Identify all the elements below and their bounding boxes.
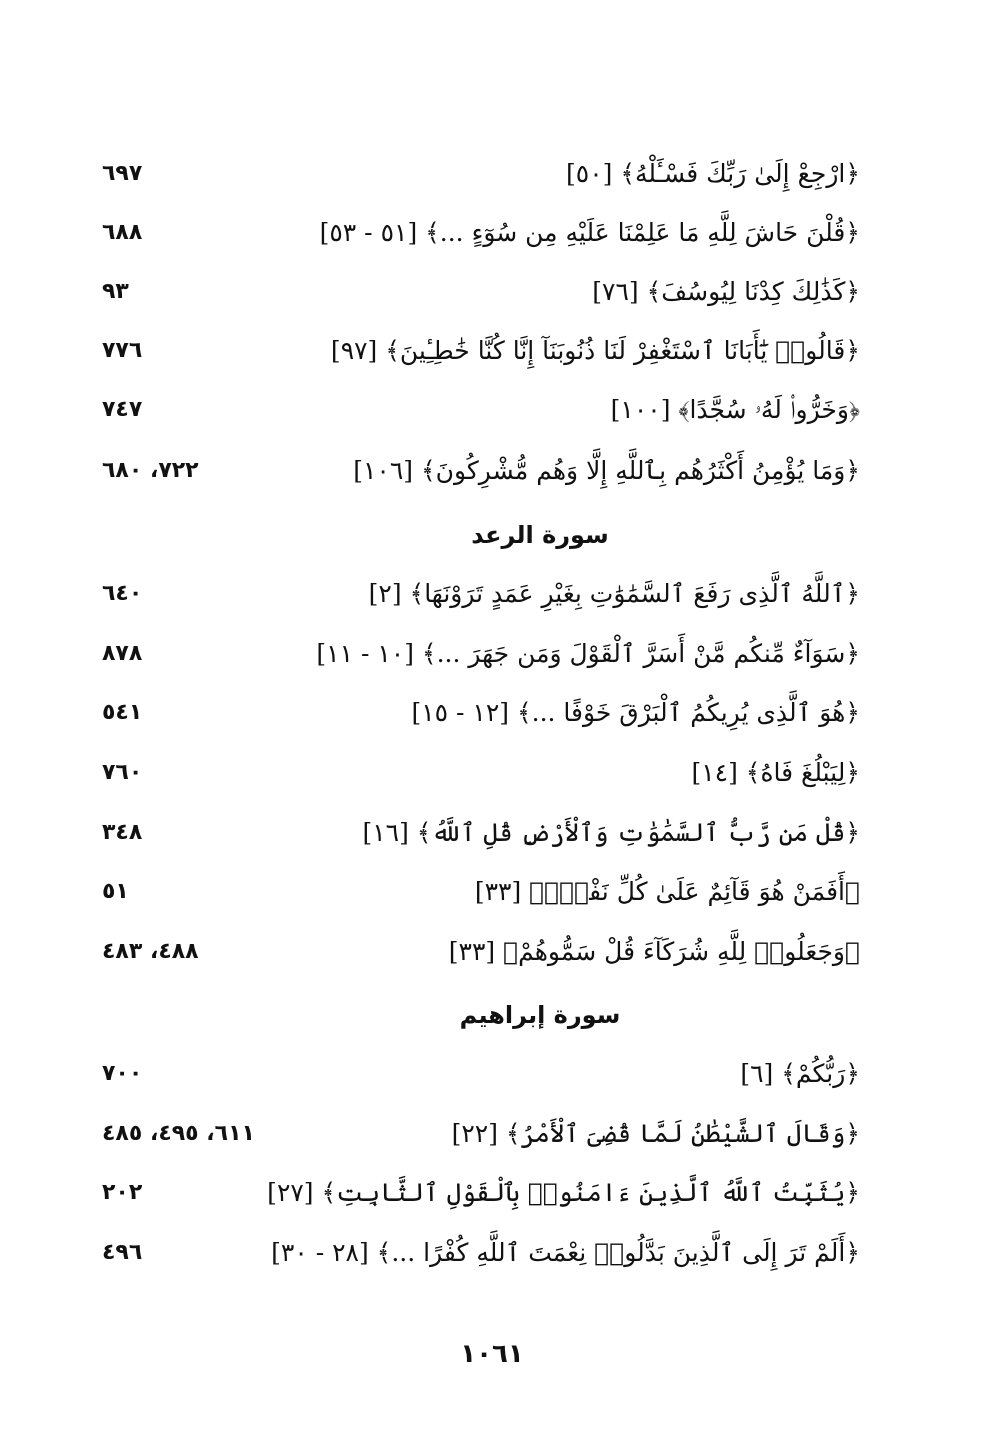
page-references: ٧٦٠ — [102, 760, 143, 785]
page-references: ٦٤٠ — [102, 581, 143, 606]
verse-reference: ﴿رَبُّكُمْ﴾ [٦] — [740, 1059, 860, 1088]
page-references: ٧٠٠ — [102, 1061, 143, 1086]
page-references: ٨٧٨ — [102, 641, 143, 666]
verse-reference: ﴿وَقَالَ ٱلشَّيْطَٰنُ لَمَّا قُضِىَ ٱلْأَمْرُ﴾ [٢٢] — [451, 1119, 860, 1148]
page-references: ٤٩٦ — [102, 1240, 143, 1265]
page-references: ٧٧٦ — [102, 338, 143, 363]
index-entry — [90, 932, 860, 976]
verse-reference: ﴿وَخَرُّوا۟ لَهُۥ سُجَّدًا﴾ [١٠٠] — [610, 395, 860, 424]
page-references: ٩٣ — [102, 279, 129, 304]
page-references: ٣٤٨ — [102, 820, 143, 845]
index-entry — [90, 574, 860, 618]
verse-reference: ﴿يُثَبِّتُ ٱللَّهُ ٱلَّذِينَ ءَامَنُوا۟ بِٱلْقَوْلِ ٱلثَّابِتِ﴾ [٢٧] — [267, 1178, 860, 1207]
index-entry — [90, 272, 860, 316]
page-references: ٦٨٨ — [102, 220, 143, 245]
verse-reference: ﴿أَلَمْ تَرَ إِلَى ٱلَّذِينَ بَدَّلُوا۟ نِعْمَتَ ٱللَّهِ كُفْرًا ...﴾ [٢٨ - ٣٠] — [271, 1238, 860, 1267]
index-entry — [90, 213, 860, 257]
index-entry — [90, 1054, 860, 1098]
verse-reference: ﴿وَجَعَلُوا۟ لِلَّهِ شُرَكَآءَ قُلْ سَمُّوهُمْ﴾ [٣٣] — [448, 937, 860, 966]
verse-reference: ﴿هُوَ ٱلَّذِى يُرِيكُمُ ٱلْبَرْقَ خَوْفًا ...﴾ [١٢ - ١٥] — [411, 698, 860, 727]
index-entry — [90, 154, 860, 198]
index-entry — [90, 390, 860, 434]
page-references: ٤٨٨، ٤٨٣ — [102, 939, 199, 964]
index-entry — [90, 872, 860, 916]
index-entry — [90, 813, 860, 857]
verse-reference: ﴿قُلْنَ حَاشَ لِلَّهِ مَا عَلِمْنَا عَلَيْهِ مِن سُوٓءٍ ...﴾ [٥١ - ٥٣] — [319, 218, 860, 247]
surah-heading: سورة الرعد — [471, 521, 609, 549]
surah-heading: سورة إبراهيم — [459, 1001, 621, 1029]
verse-reference: ﴿قَالُوا۟ يَٰٓأَبَانَا ٱسْتَغْفِرْ لَنَا ذُنُوبَنَآ إِنَّا كُنَّا خَٰطِـِٔينَ﴾ [٩٧] — [330, 336, 860, 365]
verse-reference: ﴿كَذَٰلِكَ كِدْنَا لِيُوسُفَ﴾ [٧٦] — [592, 277, 860, 306]
index-entry — [90, 693, 860, 737]
index-entry — [90, 451, 860, 495]
index-entry — [90, 1114, 860, 1158]
page-number: ١٠٦١ — [460, 1339, 524, 1369]
index-entry — [90, 1173, 860, 1217]
verse-reference: ﴿سَوَآءٌ مِّنكُم مَّنْ أَسَرَّ ٱلْقَوْلَ وَمَن جَهَرَ ...﴾ [١٠ - ١١] — [316, 639, 860, 668]
page-references: ٦٩٧ — [102, 161, 143, 186]
verse-reference: ﴿ٱللَّهُ ٱلَّذِى رَفَعَ ٱلسَّمَٰوَٰتِ بِغَيْرِ عَمَدٍ تَرَوْنَهَا﴾ [٢] — [368, 579, 860, 608]
verse-reference: ﴿لِيَبْلُغَ فَاهُ﴾ [١٤] — [691, 758, 860, 787]
verse-reference: ﴿أَفَمَنْ هُوَ قَآئِمٌ عَلَىٰ كُلِّ نَفْسٍۭ﴾ [٣٣] — [474, 877, 860, 906]
page-references: ٥١ — [102, 879, 129, 904]
verse-reference: ﴿قُلْ مَن رَّبُّ ٱلسَّمَٰوَٰتِ وَٱلْأَرْضِ قُلِ ٱللَّهُ﴾ [١٦] — [362, 818, 860, 847]
verse-reference: ﴿ارْجِعْ إِلَىٰ رَبِّكَ فَسْـَٔلْهُ﴾ [٥٠] — [566, 159, 860, 188]
page-references: ٧٤٧ — [102, 397, 143, 422]
page-references: ٦١١، ٤٩٥، ٤٨٥ — [102, 1121, 255, 1146]
index-entry — [90, 753, 860, 797]
page-references: ٧٢٢، ٦٨٠ — [102, 458, 199, 483]
index-entry — [90, 331, 860, 375]
index-entry — [90, 1233, 860, 1277]
verse-reference: ﴿وَمَا يُؤْمِنُ أَكْثَرُهُم بِٱللَّهِ إِلَّا وَهُم مُّشْرِكُونَ﴾ [١٠٦] — [353, 456, 860, 485]
page-references: ٥٤١ — [102, 700, 143, 725]
page-references: ٢٠٢ — [102, 1180, 143, 1205]
index-entry — [90, 634, 860, 678]
